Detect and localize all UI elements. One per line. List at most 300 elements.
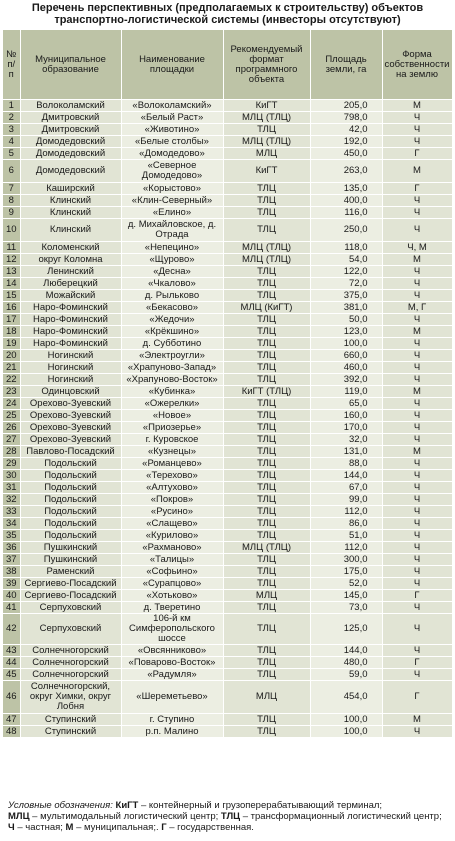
cell-num: 4 <box>3 136 20 148</box>
cell-municipality: Раменский <box>20 566 121 578</box>
table-row <box>3 410 452 422</box>
cell-num: 2 <box>3 112 20 124</box>
cell-num: 9 <box>3 207 20 219</box>
cell-format: ТЛЦ <box>223 578 310 590</box>
cell-ownership: Ч <box>382 434 452 446</box>
cell-site: «Алтухово» <box>121 482 223 494</box>
cell-municipality: Сергиево-Посадский <box>20 590 121 602</box>
cell-num: 11 <box>3 242 20 254</box>
table-row <box>3 278 452 290</box>
cell-area: 118,0 <box>310 242 382 254</box>
cell-num: 48 <box>3 726 20 738</box>
cell-area: 112,0 <box>310 542 382 554</box>
cell-site: г. Ступино <box>121 714 223 726</box>
cell-site: «Ожерелки» <box>121 398 223 410</box>
cell-municipality: Люберецкий <box>20 278 121 290</box>
cell-format: ТЛЦ <box>223 338 310 350</box>
cell-area: 144,0 <box>310 645 382 657</box>
cell-area: 67,0 <box>310 482 382 494</box>
cell-format: МЛЦ <box>223 148 310 160</box>
cell-area: 192,0 <box>310 136 382 148</box>
cell-num: 46 <box>3 681 20 714</box>
cell-municipality: Одинцовский <box>20 386 121 398</box>
cell-site: «Клин-Северный» <box>121 195 223 207</box>
cell-ownership: М <box>382 714 452 726</box>
cell-area: 123,0 <box>310 326 382 338</box>
cell-municipality: Серпуховский <box>20 614 121 645</box>
cell-format: МЛЦ (ТЛЦ) <box>223 242 310 254</box>
cell-area: 99,0 <box>310 494 382 506</box>
cell-site: «Курилово» <box>121 530 223 542</box>
cell-municipality: Ленинский <box>20 266 121 278</box>
cell-area: 122,0 <box>310 266 382 278</box>
cell-ownership: Ч <box>382 278 452 290</box>
cell-municipality: Пушкинский <box>20 554 121 566</box>
cell-ownership: Ч <box>382 124 452 136</box>
cell-ownership: Ч <box>382 290 452 302</box>
cell-area: 263,0 <box>310 160 382 183</box>
cell-ownership: Ч <box>382 314 452 326</box>
table-row <box>3 458 452 470</box>
cell-site: «Храпуново-Запад» <box>121 362 223 374</box>
cell-ownership: Ч <box>382 566 452 578</box>
table-row <box>3 290 452 302</box>
cell-format: ТЛЦ <box>223 657 310 669</box>
cell-ownership: Ч <box>382 350 452 362</box>
cell-area: 100,0 <box>310 338 382 350</box>
cell-site: «Елино» <box>121 207 223 219</box>
legend-line-1 <box>8 800 450 811</box>
cell-area: 460,0 <box>310 362 382 374</box>
cell-format: ТЛЦ <box>223 506 310 518</box>
table-header-row <box>3 30 452 100</box>
cell-format: МЛЦ (ТЛЦ) <box>223 542 310 554</box>
cell-num: 33 <box>3 506 20 518</box>
table-row <box>3 482 452 494</box>
cell-site: «Животино» <box>121 124 223 136</box>
title-line-1: Перечень перспективных (предполагаемых к строительству) объектов <box>31 2 424 14</box>
cell-ownership: Ч <box>382 482 452 494</box>
cell-site: «Романцево» <box>121 458 223 470</box>
cell-num: 28 <box>3 446 20 458</box>
cell-municipality: Коломенский <box>20 242 121 254</box>
cell-format: ТЛЦ <box>223 290 310 302</box>
cell-municipality: Дмитровский <box>20 112 121 124</box>
cell-area: 32,0 <box>310 434 382 446</box>
table-row <box>3 506 452 518</box>
cell-ownership: Ч <box>382 362 452 374</box>
cell-ownership: Ч, М <box>382 242 452 254</box>
cell-ownership: Ч <box>382 398 452 410</box>
cell-format: ТЛЦ <box>223 446 310 458</box>
table-row <box>3 386 452 398</box>
cell-site: «Белые столбы» <box>121 136 223 148</box>
cell-ownership: Г <box>382 681 452 714</box>
cell-municipality: Клинский <box>20 195 121 207</box>
legend-ch-abbr: Ч <box>8 822 15 833</box>
table-row <box>3 148 452 160</box>
cell-site: «Сурапцово» <box>121 578 223 590</box>
cell-num: 38 <box>3 566 20 578</box>
header-site: Наименование площадки <box>121 30 223 100</box>
cell-municipality: Домодедовский <box>20 160 121 183</box>
cell-area: 50,0 <box>310 314 382 326</box>
cell-site: «Покров» <box>121 494 223 506</box>
cell-ownership: Ч <box>382 266 452 278</box>
cell-site: «Приозерье» <box>121 422 223 434</box>
cell-municipality: Сергиево-Посадский <box>20 578 121 590</box>
cell-municipality: Подольский <box>20 482 121 494</box>
cell-municipality: Солнечногорский <box>20 645 121 657</box>
table-row <box>3 714 452 726</box>
cell-municipality: Наро-Фоминский <box>20 338 121 350</box>
cell-area: 52,0 <box>310 578 382 590</box>
cell-site: «Кубинка» <box>121 386 223 398</box>
cell-num: 12 <box>3 254 20 266</box>
cell-num: 29 <box>3 458 20 470</box>
cell-municipality: Подольский <box>20 530 121 542</box>
table-row <box>3 136 452 148</box>
header-area: Площадь земли, га <box>310 30 382 100</box>
cell-num: 32 <box>3 494 20 506</box>
table-row <box>3 645 452 657</box>
header-format: Рекомендуемый формат программного объекта <box>223 30 310 100</box>
cell-ownership: Г <box>382 183 452 195</box>
cell-site: «Щурово» <box>121 254 223 266</box>
cell-area: 100,0 <box>310 714 382 726</box>
cell-ownership: Ч <box>382 207 452 219</box>
cell-area: 72,0 <box>310 278 382 290</box>
cell-ownership: М <box>382 100 452 112</box>
cell-format: МЛЦ <box>223 681 310 714</box>
cell-area: 660,0 <box>310 350 382 362</box>
table-row <box>3 207 452 219</box>
legend-tlc-text: – трансформационный логистический центр; <box>240 811 442 822</box>
cell-num: 8 <box>3 195 20 207</box>
legend-line-3 <box>8 822 450 833</box>
cell-num: 45 <box>3 669 20 681</box>
cell-municipality: Павлово-Посадский <box>20 446 121 458</box>
cell-num: 20 <box>3 350 20 362</box>
cell-format: КиГТ <box>223 160 310 183</box>
cell-format: ТЛЦ <box>223 124 310 136</box>
table-row <box>3 726 452 738</box>
cell-num: 26 <box>3 422 20 434</box>
cell-area: 125,0 <box>310 614 382 645</box>
legend-m-abbr: М <box>65 822 74 833</box>
table-row <box>3 242 452 254</box>
cell-num: 30 <box>3 470 20 482</box>
cell-site: «Рахманово» <box>121 542 223 554</box>
cell-format: ТЛЦ <box>223 422 310 434</box>
table-row <box>3 112 452 124</box>
header-municipality: Муниципальное образование <box>20 30 121 100</box>
cell-format: ТЛЦ <box>223 566 310 578</box>
cell-site: «Радумля» <box>121 669 223 681</box>
table-row <box>3 183 452 195</box>
cell-municipality: Дмитровский <box>20 124 121 136</box>
cell-format: ТЛЦ <box>223 195 310 207</box>
cell-format: ТЛЦ <box>223 726 310 738</box>
table-row <box>3 530 452 542</box>
cell-area: 135,0 <box>310 183 382 195</box>
table-row <box>3 590 452 602</box>
cell-municipality: Домодедовский <box>20 148 121 160</box>
table-row <box>3 614 452 645</box>
cell-ownership: Ч <box>382 470 452 482</box>
cell-ownership: Ч <box>382 530 452 542</box>
cell-municipality: Солнечногорский, округ Химки, округ Лобня <box>20 681 121 714</box>
cell-format: ТЛЦ <box>223 645 310 657</box>
table-body <box>3 100 452 738</box>
table-row <box>3 219 452 242</box>
cell-site: «Новое» <box>121 410 223 422</box>
cell-format: ТЛЦ <box>223 374 310 386</box>
cell-format: ТЛЦ <box>223 183 310 195</box>
cell-num: 41 <box>3 602 20 614</box>
cell-area: 381,0 <box>310 302 382 314</box>
legend-m-text: – муниципальная;. <box>73 822 162 833</box>
table-row <box>3 195 452 207</box>
cell-site: «Хотьково» <box>121 590 223 602</box>
table-row <box>3 266 452 278</box>
cell-site: «Корыстово» <box>121 183 223 195</box>
cell-ownership: М <box>382 446 452 458</box>
cell-municipality: Наро-Фоминский <box>20 314 121 326</box>
cell-municipality: Орехово-Зуевский <box>20 410 121 422</box>
cell-ownership: Г <box>382 590 452 602</box>
cell-num: 7 <box>3 183 20 195</box>
cell-format: ТЛЦ <box>223 602 310 614</box>
cell-format: ТЛЦ <box>223 350 310 362</box>
cell-site: «Софьино» <box>121 566 223 578</box>
cell-area: 119,0 <box>310 386 382 398</box>
cell-area: 131,0 <box>310 446 382 458</box>
cell-ownership: Ч <box>382 112 452 124</box>
cell-format: ТЛЦ <box>223 470 310 482</box>
cell-site: г. Куровское <box>121 434 223 446</box>
cell-municipality: Ногинский <box>20 362 121 374</box>
cell-num: 39 <box>3 578 20 590</box>
cell-area: 42,0 <box>310 124 382 136</box>
cell-municipality: Пушкинский <box>20 542 121 554</box>
cell-site: «Непецино» <box>121 242 223 254</box>
table-row <box>3 578 452 590</box>
cell-municipality: Можайский <box>20 290 121 302</box>
cell-num: 43 <box>3 645 20 657</box>
table-row <box>3 374 452 386</box>
cell-site: «Северное Домодедово» <box>121 160 223 183</box>
cell-num: 31 <box>3 482 20 494</box>
cell-format: ТЛЦ <box>223 518 310 530</box>
cell-area: 205,0 <box>310 100 382 112</box>
cell-format: ТЛЦ <box>223 530 310 542</box>
cell-site: «Белый Раст» <box>121 112 223 124</box>
legend-g-abbr: Г <box>161 822 167 833</box>
cell-site: «Домодедово» <box>121 148 223 160</box>
cell-num: 34 <box>3 518 20 530</box>
cell-municipality: Подольский <box>20 494 121 506</box>
table-row <box>3 542 452 554</box>
cell-municipality: Орехово-Зуевский <box>20 398 121 410</box>
cell-municipality: Клинский <box>20 219 121 242</box>
objects-table <box>3 30 453 737</box>
cell-municipality: Домодедовский <box>20 136 121 148</box>
legend-kigt-text: – контейнерный и грузоперерабатывающий терминал; <box>138 800 383 811</box>
table-row <box>3 566 452 578</box>
cell-area: 480,0 <box>310 657 382 669</box>
cell-area: 54,0 <box>310 254 382 266</box>
cell-num: 37 <box>3 554 20 566</box>
legend-mlc-text: – мультимодальный логистический центр; <box>29 811 221 822</box>
table-row <box>3 470 452 482</box>
cell-ownership: Ч <box>382 338 452 350</box>
cell-municipality: Солнечногорский <box>20 669 121 681</box>
cell-area: 375,0 <box>310 290 382 302</box>
cell-ownership: М <box>382 326 452 338</box>
cell-ownership: Ч <box>382 645 452 657</box>
legend-tlc-abbr: ТЛЦ <box>220 811 241 822</box>
cell-site: «Талицы» <box>121 554 223 566</box>
table-row <box>3 350 452 362</box>
cell-format: МЛЦ <box>223 590 310 602</box>
cell-area: 88,0 <box>310 458 382 470</box>
table-row <box>3 518 452 530</box>
cell-num: 19 <box>3 338 20 350</box>
cell-area: 59,0 <box>310 669 382 681</box>
cell-ownership: Ч <box>382 726 452 738</box>
cell-site: 106-й км Симферопольского шоссе <box>121 614 223 645</box>
cell-site: д. Михайловское, д. Отрада <box>121 219 223 242</box>
cell-num: 35 <box>3 530 20 542</box>
cell-format: МЛЦ (ТЛЦ) <box>223 136 310 148</box>
legend <box>8 800 450 833</box>
cell-ownership: Ч <box>382 219 452 242</box>
cell-area: 112,0 <box>310 506 382 518</box>
cell-num: 42 <box>3 614 20 645</box>
cell-municipality: Клинский <box>20 207 121 219</box>
table-row <box>3 434 452 446</box>
cell-ownership: Ч <box>382 410 452 422</box>
cell-ownership: Ч <box>382 518 452 530</box>
cell-format: ТЛЦ <box>223 434 310 446</box>
legend-line-2 <box>8 811 450 822</box>
cell-municipality: Подольский <box>20 518 121 530</box>
cell-ownership: М <box>382 254 452 266</box>
cell-site: «Электроугли» <box>121 350 223 362</box>
cell-area: 73,0 <box>310 602 382 614</box>
cell-num: 40 <box>3 590 20 602</box>
cell-area: 86,0 <box>310 518 382 530</box>
cell-format: ТЛЦ <box>223 458 310 470</box>
cell-site: «Овсянниково» <box>121 645 223 657</box>
cell-format: МЛЦ (КиГТ) <box>223 302 310 314</box>
cell-area: 116,0 <box>310 207 382 219</box>
table-row <box>3 398 452 410</box>
table-row <box>3 160 452 183</box>
cell-format: ТЛЦ <box>223 669 310 681</box>
table-row <box>3 681 452 714</box>
cell-ownership: Ч <box>382 554 452 566</box>
cell-num: 10 <box>3 219 20 242</box>
cell-municipality: Каширский <box>20 183 121 195</box>
cell-site: «Чкалово» <box>121 278 223 290</box>
cell-municipality: Волоколамский <box>20 100 121 112</box>
cell-site: «Шереметьево» <box>121 681 223 714</box>
cell-ownership: Ч <box>382 195 452 207</box>
cell-area: 250,0 <box>310 219 382 242</box>
cell-area: 145,0 <box>310 590 382 602</box>
cell-ownership: М <box>382 386 452 398</box>
title-line-2: транспортно-логистической системы (инвесторы отсутствуют) <box>54 14 401 26</box>
cell-format: ТЛЦ <box>223 410 310 422</box>
cell-format: ТЛЦ <box>223 266 310 278</box>
cell-ownership: Ч <box>382 542 452 554</box>
cell-area: 300,0 <box>310 554 382 566</box>
cell-num: 15 <box>3 290 20 302</box>
table-row <box>3 494 452 506</box>
cell-area: 51,0 <box>310 530 382 542</box>
cell-format: ТЛЦ <box>223 314 310 326</box>
cell-format: КиГТ <box>223 100 310 112</box>
cell-format: ТЛЦ <box>223 398 310 410</box>
cell-num: 24 <box>3 398 20 410</box>
cell-format: МЛЦ (ТЛЦ) <box>223 112 310 124</box>
cell-site: «Русино» <box>121 506 223 518</box>
cell-municipality: округ Коломна <box>20 254 121 266</box>
legend-kigt-abbr: КиГТ <box>115 800 139 811</box>
cell-site: «Крёкшино» <box>121 326 223 338</box>
cell-num: 47 <box>3 714 20 726</box>
cell-format: ТЛЦ <box>223 482 310 494</box>
cell-ownership: Ч <box>382 422 452 434</box>
legend-mlc-abbr: МЛЦ <box>8 811 30 822</box>
cell-num: 25 <box>3 410 20 422</box>
cell-format: ТЛЦ <box>223 554 310 566</box>
table-row <box>3 602 452 614</box>
cell-ownership: Ч <box>382 669 452 681</box>
cell-num: 18 <box>3 326 20 338</box>
cell-num: 23 <box>3 386 20 398</box>
cell-num: 6 <box>3 160 20 183</box>
cell-num: 14 <box>3 278 20 290</box>
table-row <box>3 338 452 350</box>
cell-num: 27 <box>3 434 20 446</box>
cell-num: 44 <box>3 657 20 669</box>
cell-ownership: Ч <box>382 136 452 148</box>
cell-area: 160,0 <box>310 410 382 422</box>
table-row <box>3 254 452 266</box>
cell-format: ТЛЦ <box>223 278 310 290</box>
cell-num: 17 <box>3 314 20 326</box>
header-num: № п/п <box>3 30 20 100</box>
table-row <box>3 302 452 314</box>
cell-num: 21 <box>3 362 20 374</box>
cell-municipality: Ступинский <box>20 726 121 738</box>
cell-format: ТЛЦ <box>223 219 310 242</box>
cell-ownership: Ч <box>382 602 452 614</box>
cell-format: ТЛЦ <box>223 714 310 726</box>
cell-num: 1 <box>3 100 20 112</box>
table-row <box>3 657 452 669</box>
cell-area: 175,0 <box>310 566 382 578</box>
cell-site: «Бекасово» <box>121 302 223 314</box>
cell-municipality: Наро-Фоминский <box>20 326 121 338</box>
cell-area: 170,0 <box>310 422 382 434</box>
cell-municipality: Подольский <box>20 458 121 470</box>
cell-municipality: Ногинский <box>20 350 121 362</box>
table-row <box>3 669 452 681</box>
